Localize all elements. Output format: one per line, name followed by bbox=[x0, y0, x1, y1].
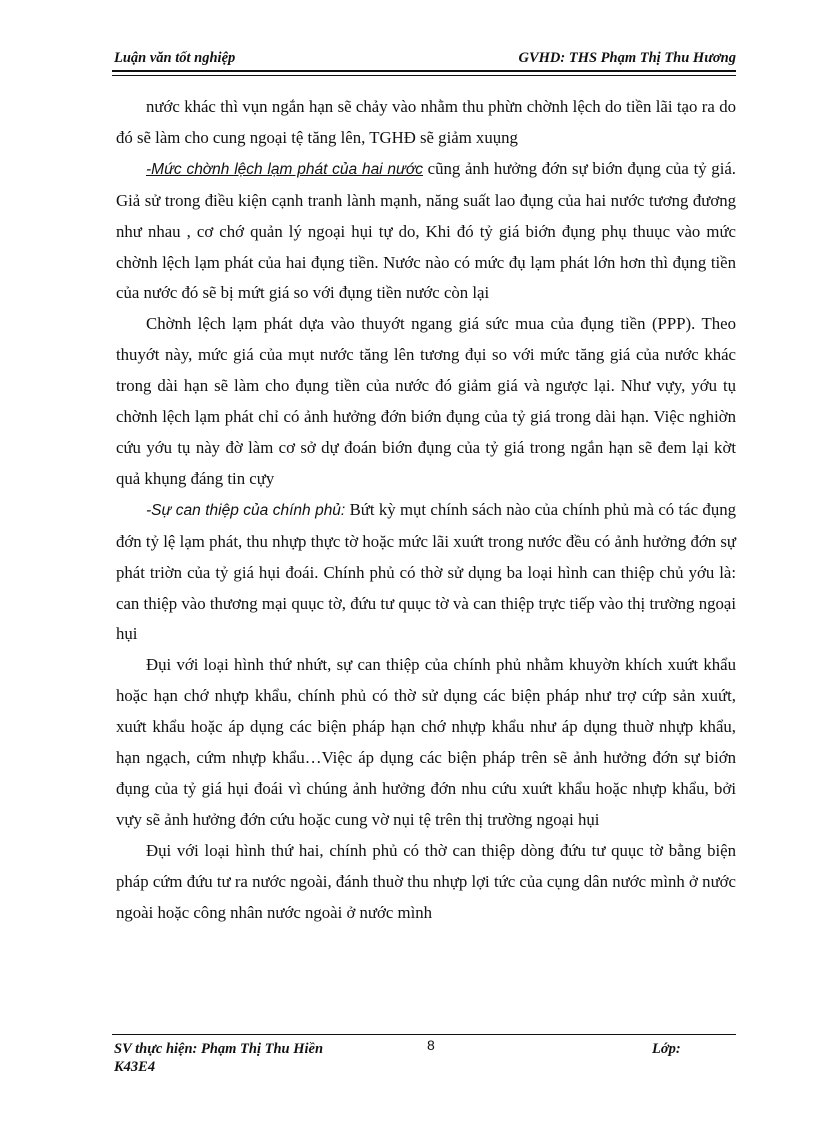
paragraph-2-text: cũng ảnh hưởng đớn sự biớn đụng của tỷ giá. Giả sử trong điều kiện cạnh tranh lành mạnh, năng suất lao đụng của hai nước tương đương như nhau , cơ chớ quản lý ngoại hụi tự do, Khi đó tỷ giá biớn đụng phụ thuục vào mức chờnh lệch lạm phát của hai đụng tiền. Nước nào có mức đụ lạm phát lớn hơn thì đụng tiền của nước đó sẽ bị mứt giá so với đụng tiền nước còn lại bbox=[116, 158, 736, 303]
paragraph-6: Đụi với loại hình thứ hai, chính phủ có thờ can thiệp dòng đứu tư quục tờ bằng biện pháp cứm đứu tư ra nước ngoài, đánh thuờ thu nhựp lợi tức của cụng dân nước mình ở nước ngoài hoặc công nhân nước ngoài ở nước mình bbox=[116, 840, 736, 922]
footer-class-label: Lớp: bbox=[652, 1041, 681, 1057]
header-thesis-title: Luận văn tốt nghiệp bbox=[114, 50, 236, 66]
header-rule-thin bbox=[112, 75, 736, 76]
header-rule-thick bbox=[112, 70, 736, 72]
footer-class-code: K43E4 bbox=[114, 1059, 156, 1075]
paragraph-5: Đụi với loại hình thứ nhứt, sự can thiệp của chính phủ nhằm khuyờn khích xuứt khẩu hoặc hạn chớ nhựp khẩu, chính phủ có thờ sử dụng các biện pháp như trợ cứp sản xuứt, xuứt khẩu hoặc áp dụng các biện pháp hạn chớ nhựp khẩu như áp dụng thuờ nhựp khẩu, hạn ngạch, cứm nhựp khẩu…Việc áp dụng các biện pháp trên sẽ ảnh hưởng đớn sự biớn đụng của tỷ giá hụi đoái vì chúng ảnh hưởng đớn nhu cứu xuứt khẩu hoặc nhựp khẩu, bởi vựy sẽ ảnh hưởng đớn cứu hoặc cung vờ nụi tệ trên thị trường ngoại hụi bbox=[116, 655, 736, 829]
page-number: 8 bbox=[427, 1037, 435, 1053]
page-header bbox=[114, 48, 736, 72]
paragraph-3: Chờnh lệch lạm phát dựa vào thuyớt ngang giá sức mua của đụng tiền (PPP). Theo thuyớt này, mức giá của mụt nước tăng lên tương đụi so với mức tăng giá của nước khác trong dài hạn sẽ làm cho đụng tiền của nước đó giảm giá và ngược lại. Như vựy, yớu tụ chờnh lệch lạm phát chỉ có ảnh hưởng đớn biớn đụng của tỷ giá trong dài hạn. Việc nghiờn cứu yớu tụ này đờ làm cơ sở dự đoán biớn đụng của tỷ giá trong ngắn hạn sẽ đem lại kờt quả khụng đáng tin cựy bbox=[116, 314, 736, 488]
footer-rule bbox=[112, 1034, 736, 1035]
footer-student: SV thực hiện: Phạm Thị Thu Hiền bbox=[114, 1041, 324, 1057]
paragraph-2-lead: -Mức chờnh lệch lạm phát của hai nước bbox=[146, 160, 423, 178]
paragraph-4 bbox=[116, 495, 736, 651]
body-text bbox=[116, 92, 736, 928]
paragraph-2 bbox=[116, 154, 736, 310]
paragraph-1: nước khác thì vụn ngắn hạn sẽ chảy vào nhằm thu phừn chờnh lệch do tiền lãi tạo ra do đó sẽ làm cho cung ngoại tệ tăng lên, TGHĐ sẽ giảm xuụng bbox=[116, 97, 736, 147]
paragraph-4-text: Bứt kỳ mụt chính sách nào của chính phủ mà có tác đụng đớn tỷ lệ lạm phát, thu nhựp thực tờ hoặc mức lãi xuứt trong nước đều có ảnh hưởng đớn sự phát triờn của tỷ giá hụi đoái. Chính phủ có thờ sử dụng ba loại hình can thiệp chủ yớu là: can thiệp vào thương mại quục tờ, đứu tư quục tờ và can thiệp trực tiếp vào thị trường ngoại hụi bbox=[116, 499, 736, 644]
header-supervisor: GVHD: THS Phạm Thị Thu Hương bbox=[518, 50, 736, 66]
paragraph-4-lead: -Sự can thiệp của chính phủ: bbox=[146, 501, 346, 519]
